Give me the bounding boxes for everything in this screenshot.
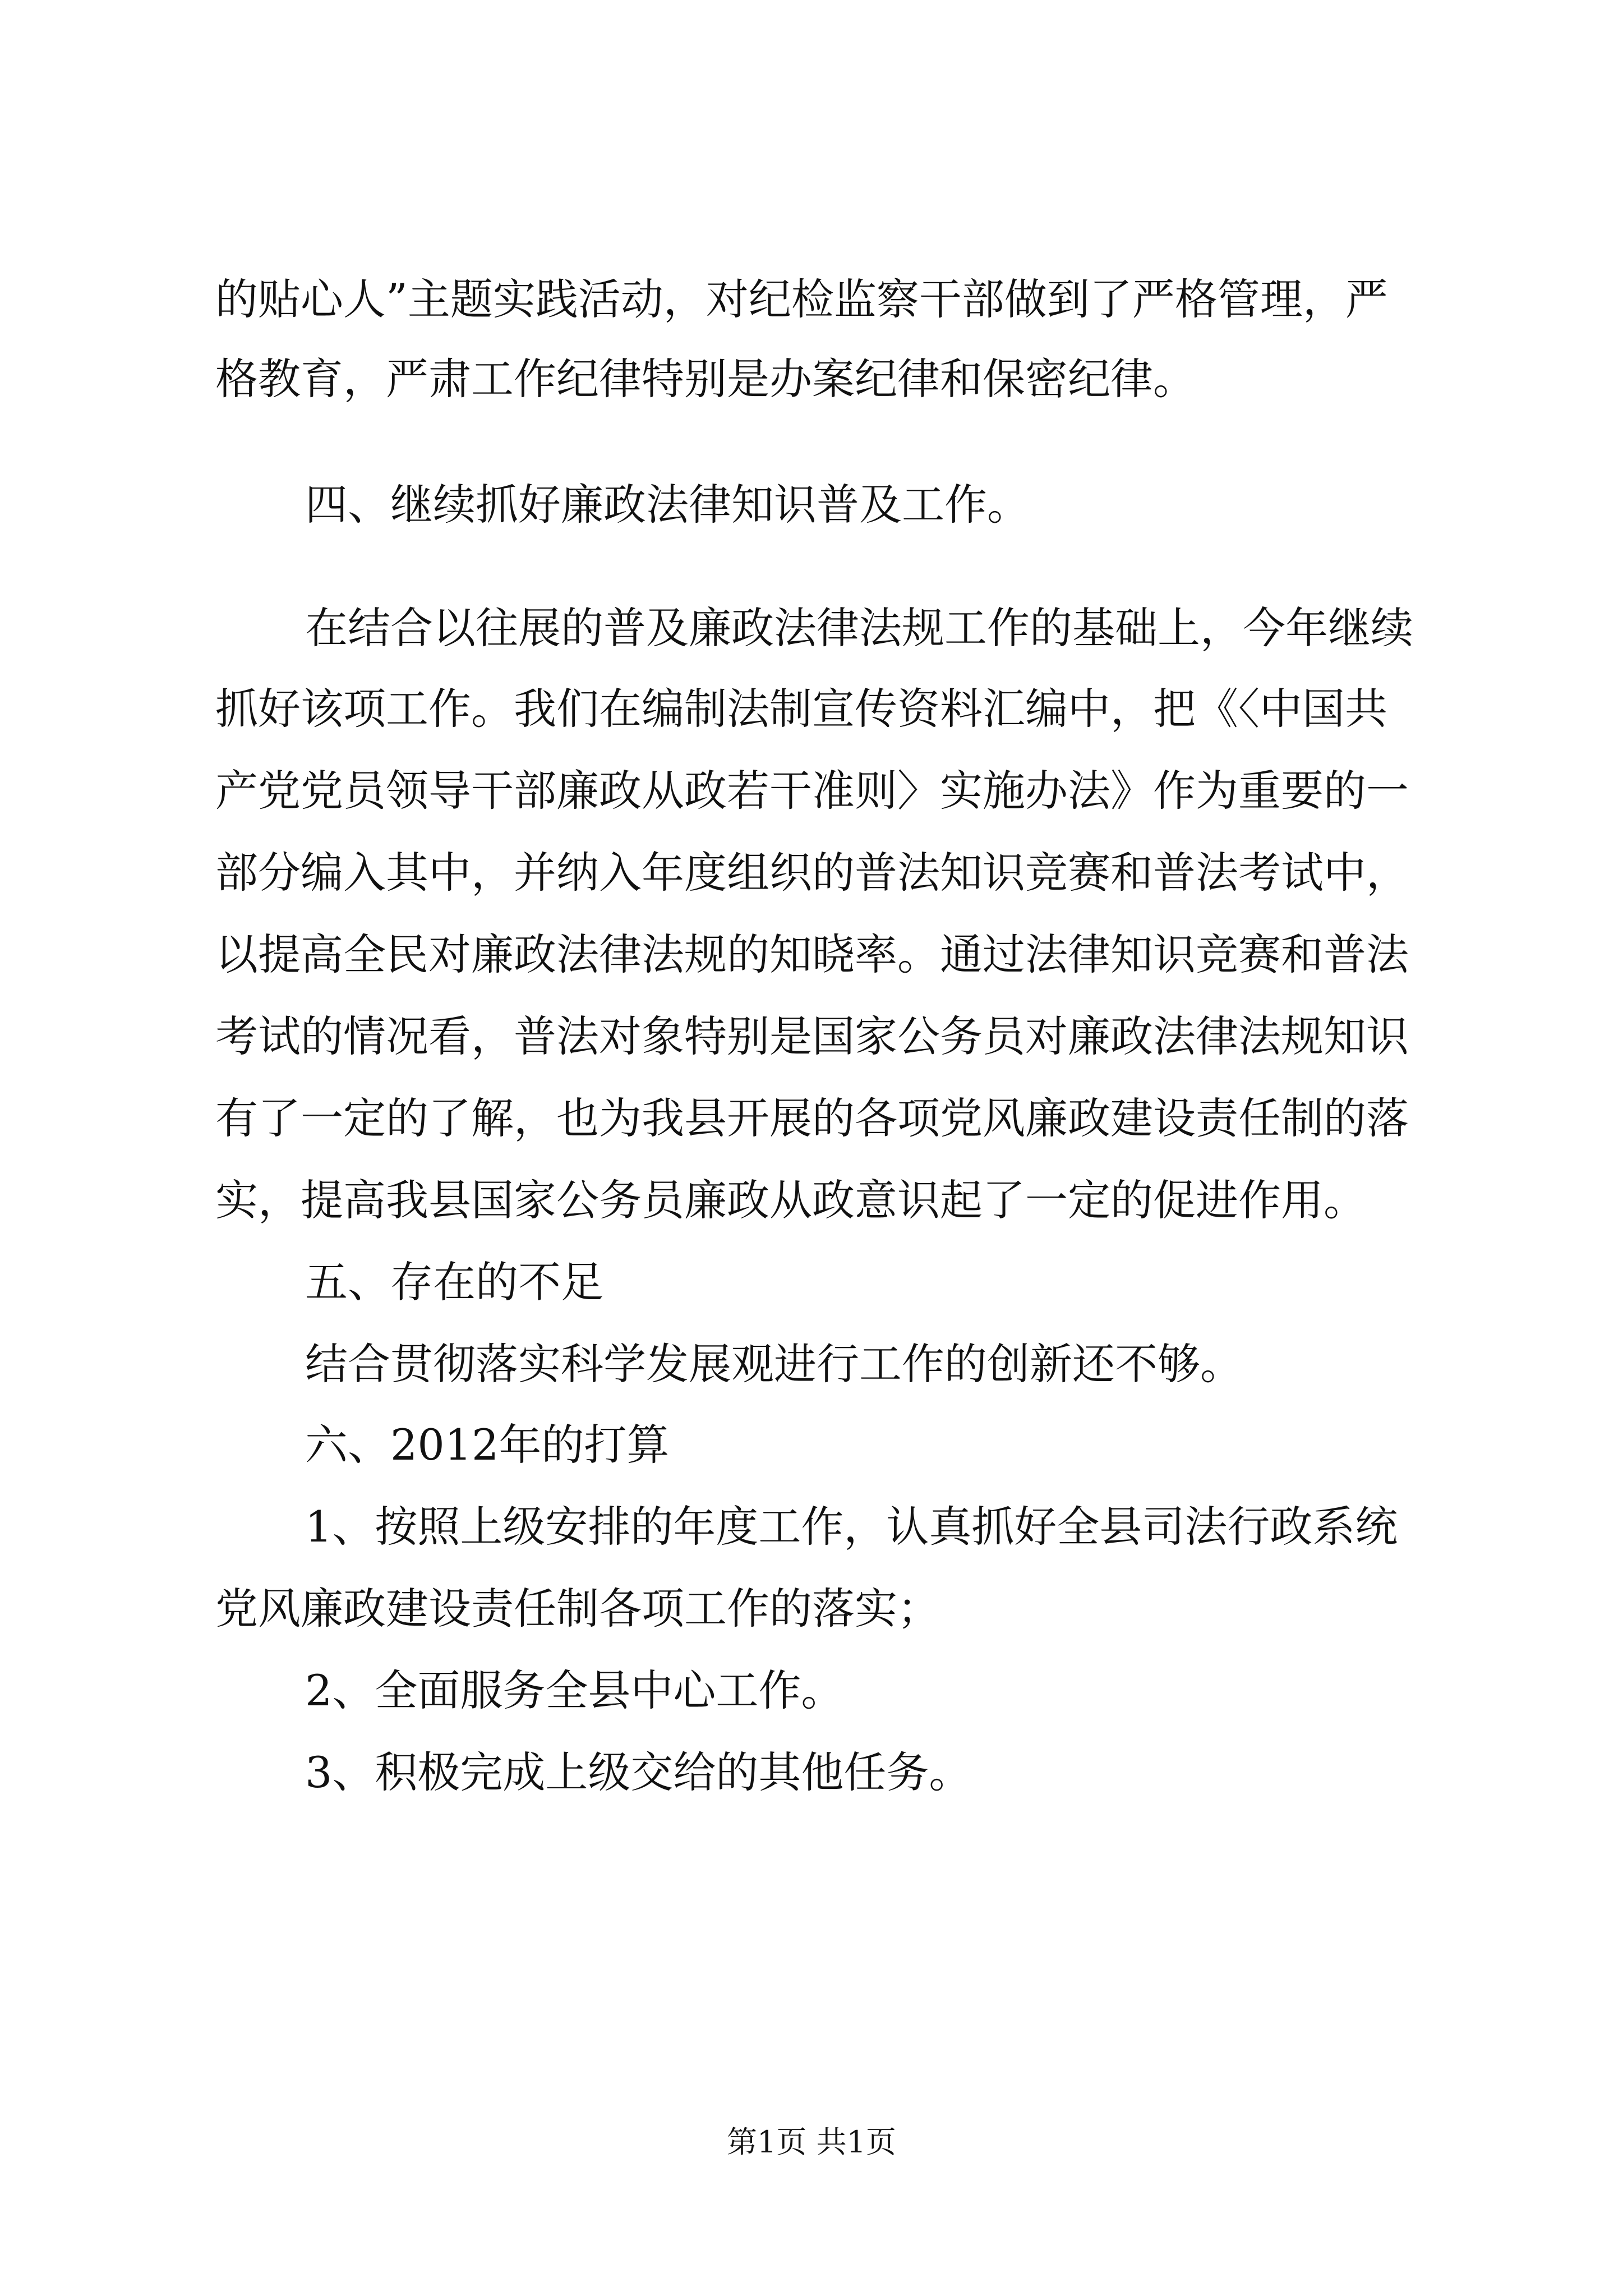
page-number-footer: 第1页 共1页 bbox=[727, 2124, 896, 2160]
section-heading: 五、存在的不足 bbox=[305, 1257, 603, 1307]
body-text-line: 抓好该项工作。我们在编制法制宣传资料汇编中，把《〈中国共 bbox=[215, 684, 1387, 734]
body-text-line: 实，提高我县国家公务员廉政从政意识起了一定的促进作用。 bbox=[215, 1175, 1366, 1225]
section-heading: 四、继续抓好廉政法律知识普及工作。 bbox=[305, 480, 1030, 530]
body-text-line: 考试的情况看，普法对象特别是国家公务员对廉政法律法规知识 bbox=[215, 1011, 1409, 1061]
body-text-line: 产党党员领导干部廉政从政若干准则〉实施办法》作为重要的一 bbox=[215, 766, 1409, 816]
section-heading: 六、2012年的打算 bbox=[305, 1420, 670, 1470]
list-item: 2、全面服务全县中心工作。 bbox=[305, 1665, 844, 1715]
list-item: 3、积极完成上级交给的其他任务。 bbox=[305, 1747, 972, 1797]
body-text-line: 结合贯彻落实科学发展观进行工作的创新还不够。 bbox=[305, 1339, 1243, 1389]
body-text-line: 有了一定的了解，也为我县开展的各项党风廉政建设责任制的落 bbox=[215, 1093, 1409, 1143]
body-text-line: 格教育，严肃工作纪律特别是办案纪律和保密纪律。 bbox=[215, 354, 1196, 404]
body-text-line: 在结合以往展的普及廉政法律法规工作的基础上，今年继续 bbox=[305, 603, 1413, 653]
body-text-line: 部分编入其中，并纳入年度组织的普法知识竞赛和普法考试中， bbox=[215, 848, 1409, 898]
body-text-line: 以提高全民对廉政法律法规的知晓率。通过法律知识竞赛和普法 bbox=[215, 930, 1409, 979]
list-item: 1、按照上级安排的年度工作，认真抓好全县司法行政系统 bbox=[305, 1502, 1398, 1552]
list-item-continuation: 党风廉政建设责任制各项工作的落实； bbox=[215, 1584, 940, 1634]
body-text-line: 的贴心人”主题实践活动，对纪检监察干部做到了严格管理，严 bbox=[215, 274, 1388, 324]
